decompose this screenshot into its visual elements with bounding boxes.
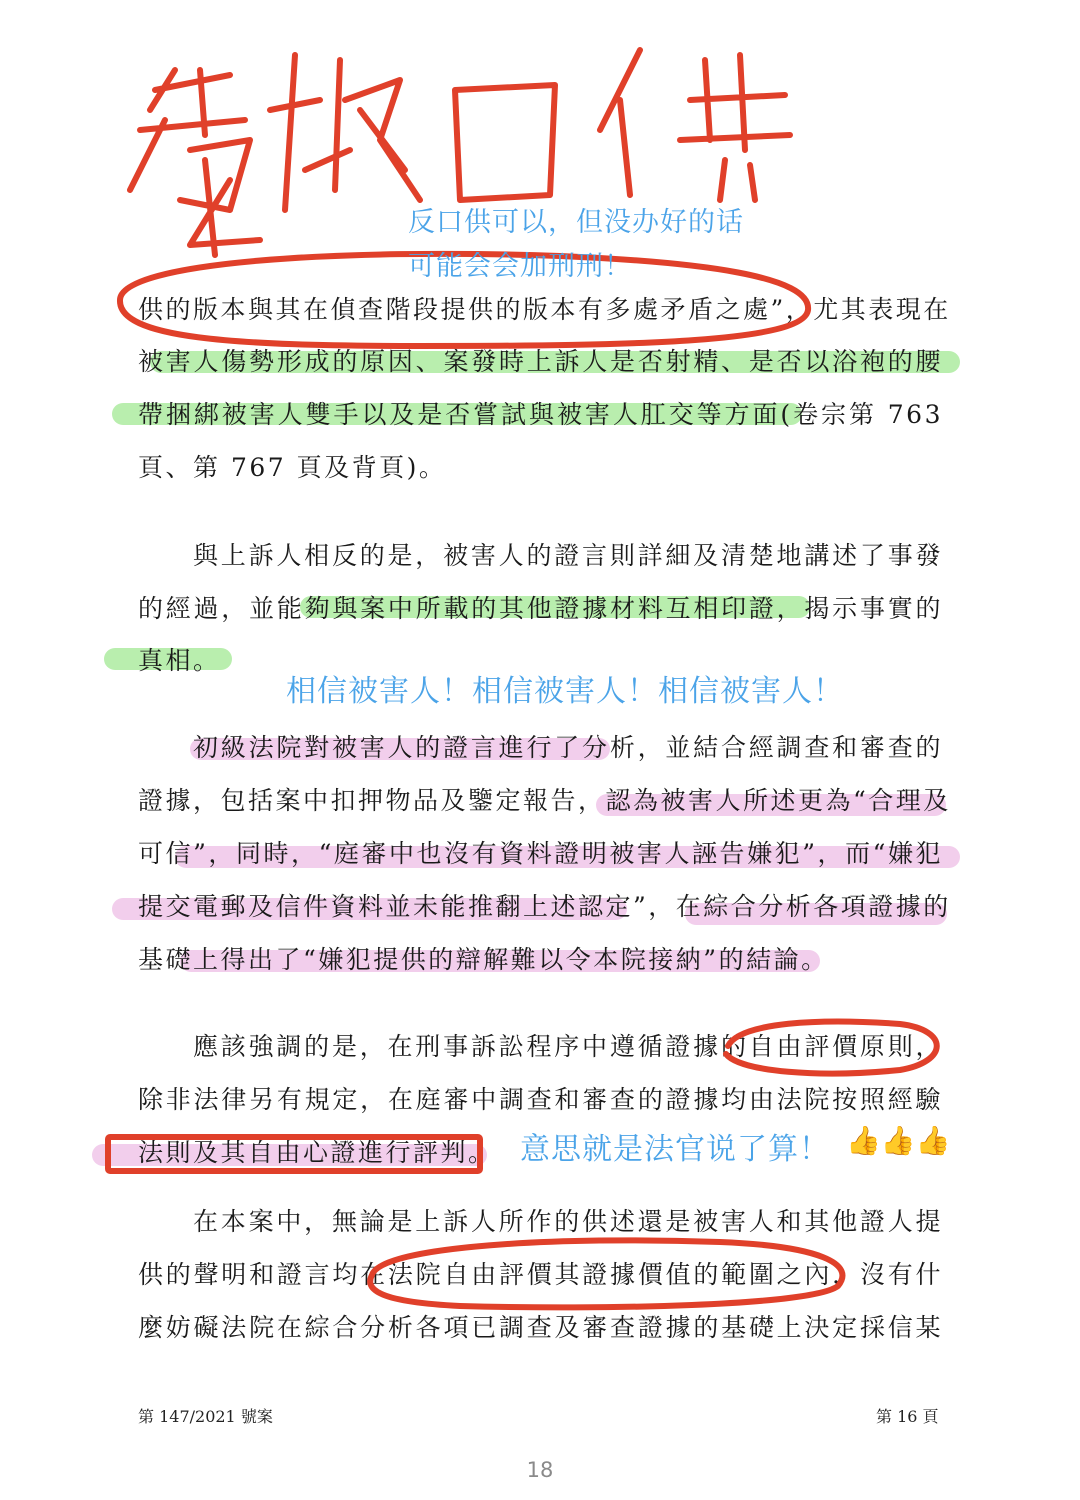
text-line: 除非法律另有規定，在庭審中調查和審查的證據均由法院按照經驗 (138, 1085, 943, 1114)
text-line: 供的聲明和證言均在法院自由評價其證據價值的範圍之內，沒有什 (138, 1260, 943, 1289)
text-line: 與上訴人相反的是，被害人的證言則詳細及清楚地講述了事發 (193, 541, 943, 570)
note-reverse-testimony-line2: 可能会会加刑刑！ (408, 251, 632, 282)
text-line: 帶捆綁被害人雙手以及是否嘗試與被害人肛交等方面(卷宗第 763 (138, 400, 943, 429)
text-line: 法則及其自由心證進行評判。 (138, 1138, 496, 1167)
text-line: 在本案中，無論是上訴人所作的供述還是被害人和其他證人提 (193, 1207, 943, 1236)
text-line: 應該強調的是，在刑事訴訟程序中遵循證據的自由評價原則， (193, 1032, 943, 1061)
thumbs-up-emoji: 👍👍👍 (846, 1124, 951, 1157)
note-trust-victim: 相信被害人！相信被害人！相信被害人！ (286, 674, 844, 709)
text-line: 的經過，並能夠與案中所載的其他證據材料互相印證，揭示事實的 (138, 594, 943, 623)
footer-case-number: 第 147/2021 號案 (138, 1407, 273, 1426)
text-line: 被害人傷勢形成的原因、案發時上訴人是否射精、是否以浴袍的腰 (138, 347, 943, 376)
text-line: 證據，包括案中扣押物品及鑒定報告，認為被害人所述更為“合理及 (138, 786, 951, 815)
text-line: 麼妨礙法院在綜合分析各項已調查及審查證據的基礎上決定採信某 (138, 1313, 943, 1342)
text-line: 真相。 (138, 646, 221, 675)
text-line: 基礎上得出了“嫌犯提供的辯解難以令本院接納”的結論。 (138, 945, 829, 974)
viewer-page-number: 18 (526, 1458, 554, 1482)
text-line: 提交電郵及信件資料並未能推翻上述認定”，在綜合分析各項證據的 (138, 892, 951, 921)
text-line: 供的版本與其在偵查階段提供的版本有多處矛盾之處”，尤其表現在 (138, 295, 951, 324)
note-reverse-testimony-line1: 反口供可以，但没办好的话 (408, 207, 744, 238)
text-line: 可信”，同時，“庭審中也沒有資料證明被害人誣告嫌犯”，而“嫌犯 (138, 839, 943, 868)
text-line: 初級法院對被害人的證言進行了分析，並結合經調查和審查的 (193, 733, 943, 762)
footer-page-label: 第 16 頁 (876, 1407, 939, 1426)
note-judge-decides: 意思就是法官说了算！ (520, 1132, 830, 1167)
text-line: 頁、第 767 頁及背頁)。 (138, 453, 447, 482)
